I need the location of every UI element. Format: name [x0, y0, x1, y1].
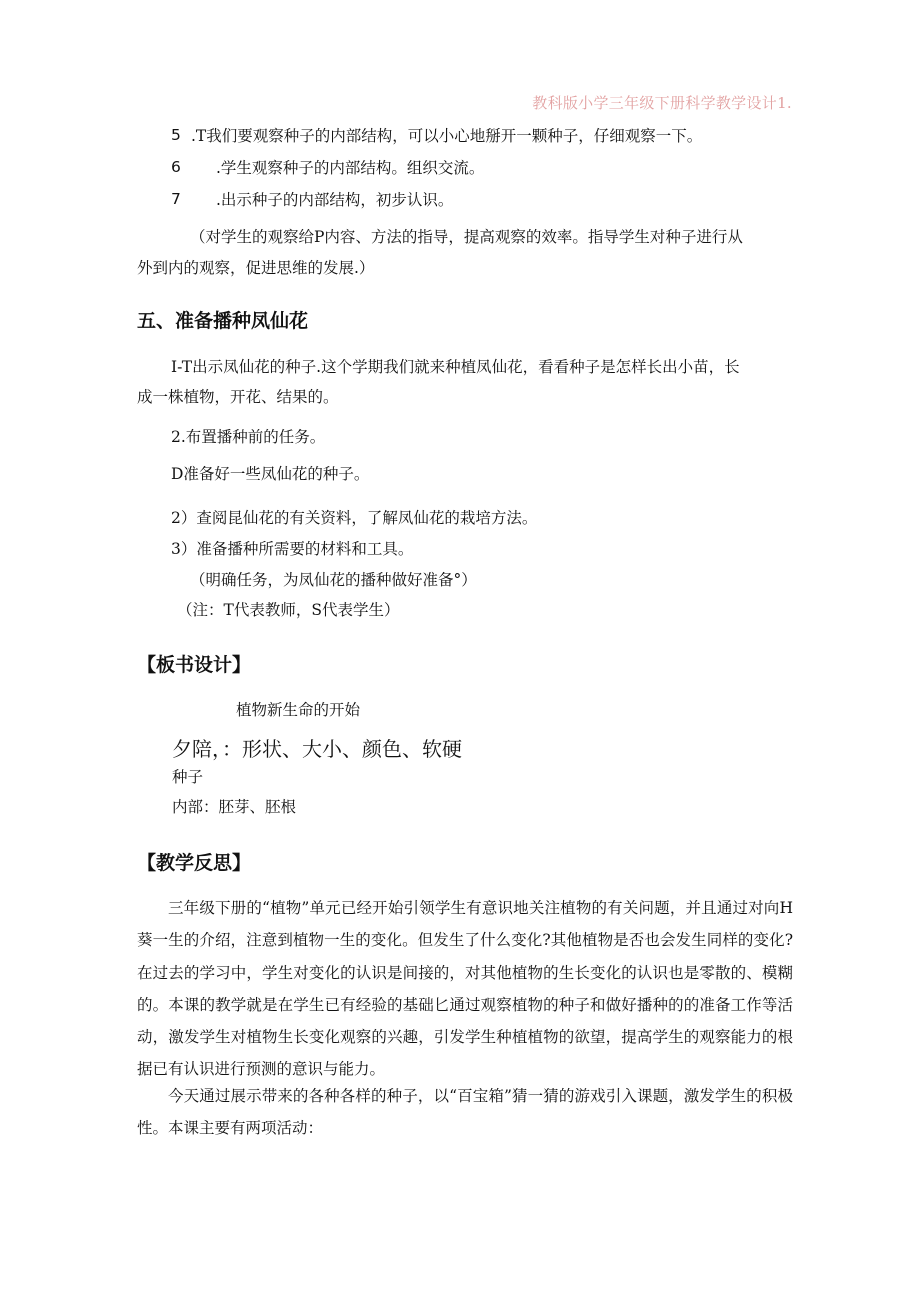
reflection-paragraph: 今天通过展示带来的各种各样的种子，以“百宝箱”猜一猜的游戏引入课题，激发学生的积极性。本课主要有两项活动： [137, 1087, 793, 1138]
paragraph-line: 2.布置播种前的任务。 [171, 428, 326, 446]
step-text: .出示种子的内部结构，初步认识。 [216, 191, 454, 209]
board-title: 植物新生命的开始 [236, 701, 361, 719]
paragraph-line: I-T出示凤仙花的种子.这个学期我们就来种植凤仙花，看看种子是怎样长出小苗，长 [171, 358, 740, 376]
board-design-heading: 【板书设计】 [137, 654, 252, 676]
board-outer-features: 夕陪，：形状、大小、颜色、软硬 [172, 737, 462, 761]
paragraph-line: D准备好一些凤仙花的种子。 [171, 465, 370, 483]
paragraph-line: 2）查阅昆仙花的有关资料，了解凤仙花的栽培方法。 [171, 509, 538, 527]
paragraph-line: （明确任务，为凤仙花的播种做好准备°） [190, 571, 477, 589]
note-line: （对学生的观察给P内容、方法的指导，提高观察的效率。指导学生对种子进行从 [190, 228, 743, 246]
step-text: .T我们要观察种子的内部结构，可以小心地掰开一颗种子，仔细观察一下。 [191, 127, 703, 145]
page-header: 教科版小学三年级下册科学教学设计1. [532, 94, 792, 112]
board-inner: 内部：胚芽、胚根 [172, 798, 297, 816]
step-number: 5 [171, 126, 181, 144]
note-line: 外到内的观察，促进思维的发展.） [137, 259, 375, 277]
paragraph-line: （注：T代表教师，S代表学生） [177, 601, 400, 619]
reflection-paragraph: 三年级下册的“植物”单元已经开始引领学生有意识地关注植物的有关问题，并且通过对向H葵一生的介绍，注意到植物一生的变化。但发生了什么变化?其他植物是否也会发生同样的变化?在过去的学习中，学生对变化的认识是间接的，对其他植物的生长变化的认识也是零散的、模糊的。本课的教学就是在学生已有经验的基础匕通过观察植物的种子和做好播种的的准备工作等活动，激发学生对植物生长变化观察的兴趣，引发学生种植植物的欲望，提高学生的观察能力的根据已有认识进行预测的意识与能力。 [137, 899, 793, 1079]
step-number: 6 [171, 158, 181, 176]
paragraph-line: 成一株植物，开花、结果的。 [137, 388, 339, 406]
paragraph-line: 3）准备播种所需要的材料和工具。 [171, 540, 414, 558]
reflection-heading: 【教学反思】 [137, 852, 252, 874]
step-text: .学生观察种子的内部结构。组织交流。 [216, 159, 485, 177]
board-seed: 种子 [172, 768, 204, 786]
section-heading: 五、准备播种凤仙花 [137, 310, 309, 332]
step-number: 7 [171, 190, 181, 208]
